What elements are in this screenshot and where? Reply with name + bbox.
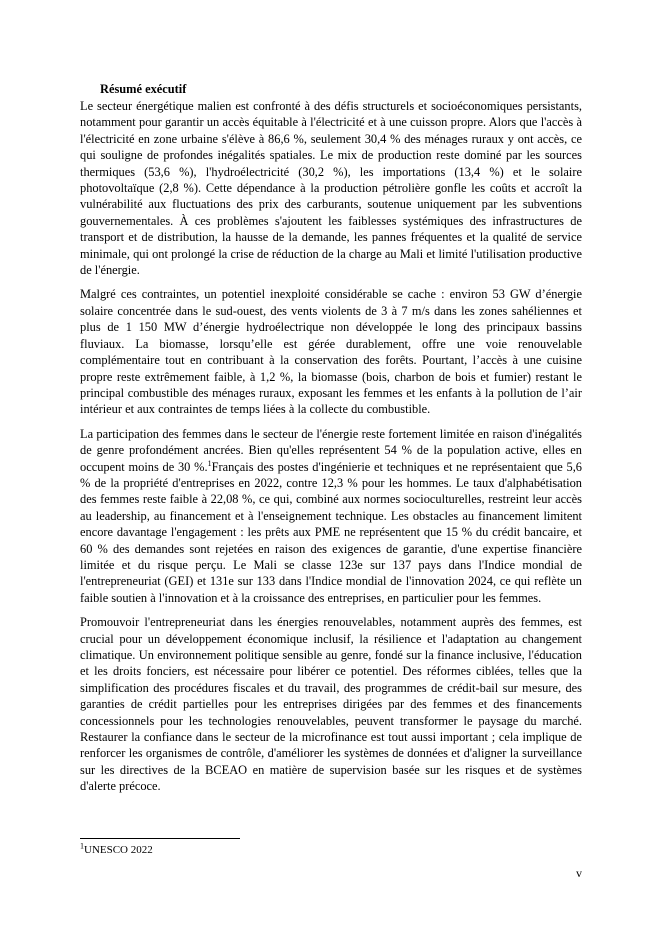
page-number: v — [576, 866, 582, 880]
footnote — [80, 843, 153, 857]
paragraph-women-participation — [80, 426, 582, 606]
footnote-separator — [80, 838, 240, 839]
paragraph-untapped-potential: Malgré ces contraintes, un potentiel inexploité considérable se cache : environ 53 GW d’énergie solaire concentrée dans le sud-ouest, des vents violents de 3 à 7 m/s dans les zones sahéliennes et plus de 1 150 MW d’énergie hydroélectrique non développée le long des principaux bassins fluviaux. La biomasse, lorsqu’elle est gérée durablement, offre une voie renouvelable complémentaire tout en contribuant à la conservation des forêts. Pourtant, l’accès à une cuisine propre reste extrêmement faible, à 1,2 %, la biomasse (bois, charbon de bois et fumier) restant le principal combustible des ménages ruraux, exposant les femmes et les enfants à la pollution de l’air intérieur et aux contraintes de temps liées à la collecte du combustible. — [80, 287, 582, 417]
document-body — [80, 82, 582, 803]
paragraph-women-participation-text: La participation des femmes dans le secteur de l'énergie reste fortement limitée en raison d'inégalités de genre profondément ancrées. Bien qu'elles représentent 54 % de la population active, elles en occupent moins de 30 %. — [80, 426, 582, 474]
footnote-reference[interactable]: 1 — [207, 458, 212, 468]
footnote-marker: 1 — [80, 841, 84, 851]
paragraph-energy-sector: Le secteur énergétique malien est confronté à des défis structurels et socioéconomiques persistants, notamment pour garantir un accès équitable à l'électricité et à une cuisson propre. Alors que l'accès à l'électricité en zone urbaine s'élève à 86,6 %, seulement 30,4 % des ménages ruraux y ont accès, ce qui souligne de profondes inégalités spatiales. Le mix de production reste dominé par les sources thermiques (53,6 %), l'hydroélectricité (30,2 %), les importations (13,4 %) et le solaire photovoltaïque (2,8 %). Cette dépendance à la production pétrolière gonfle les coûts et accroît la vulnérabilité aux fluctuations des prix des carburants, soutenue uniquement par les subventions gouvernementales. À ces problèmes s'ajoutent les faiblesses systémiques des infrastructures de transport et de distribution, la hausse de la demande, les pannes fréquentes et la qualité de service minimale, qui ont prolongé la crise de réduction de la charge au Mali et limité l'utilisation productive de l'énergie. — [80, 99, 582, 278]
section-heading: Résumé exécutif — [100, 82, 187, 96]
footnote-text: UNESCO 2022 — [84, 844, 153, 856]
paragraph-women-participation-continuation: Français des postes d'ingénierie et techniques et ne représentaient que 5,6 % de la propriété d'entreprises en 2022, contre 12,3 % pour les hommes. Le taux d'alphabétisation des femmes reste faible à 22,08 %, ce qui, combiné aux normes socioculturelles, restreint leur accès au leadership, au financement et à l'enseignement technique. Les obstacles au financement limitent encore davantage l'engagement : les prêts aux PME ne représentent que 15 % du crédit bancaire, et 60 % des demandes sont rejetées en raison des exigences de garantie, d'une expertise financière limitée et du risque perçu. Le Mali se classe 123e sur 137 pays dans l'Indice mondial de l'entrepreneuriat (GEI) et 131e sur 133 dans l'Indice mondial de l'innovation 2024, ce qui reflète un faible soutien à l'innovation et à la croissance des entreprises, en particulier pour les femmes. — [80, 459, 583, 605]
paragraph-renewable-entrepreneurship: Promouvoir l'entrepreneuriat dans les énergies renouvelables, notamment auprès des femmes, est crucial pour un développement économique inclusif, la résilience et l'adaptation au changement climatique. Un environnement politique sensible au genre, fondé sur la finance inclusive, l'éducation et les droits fonciers, est nécessaire pour libérer ce potentiel. Des réformes ciblées, telles que la simplification des procédures fiscales et du travail, des programmes de crédit-bail sur mesure, des garanties de crédit partielles pour les entreprises dirigées par des femmes et des financements concessionnels pour les technologies renouvelables, peuvent transformer le paysage du marché. Restaurer la confiance dans le secteur de la microfinance est tout aussi important ; cela implique de renforcer les organismes de contrôle, d'améliorer les systèmes de données et d'aligner la surveillance sur les directives de la BCEAO en matière de supervision basée sur les risques et de systèmes d'alerte précoce. — [80, 615, 582, 794]
